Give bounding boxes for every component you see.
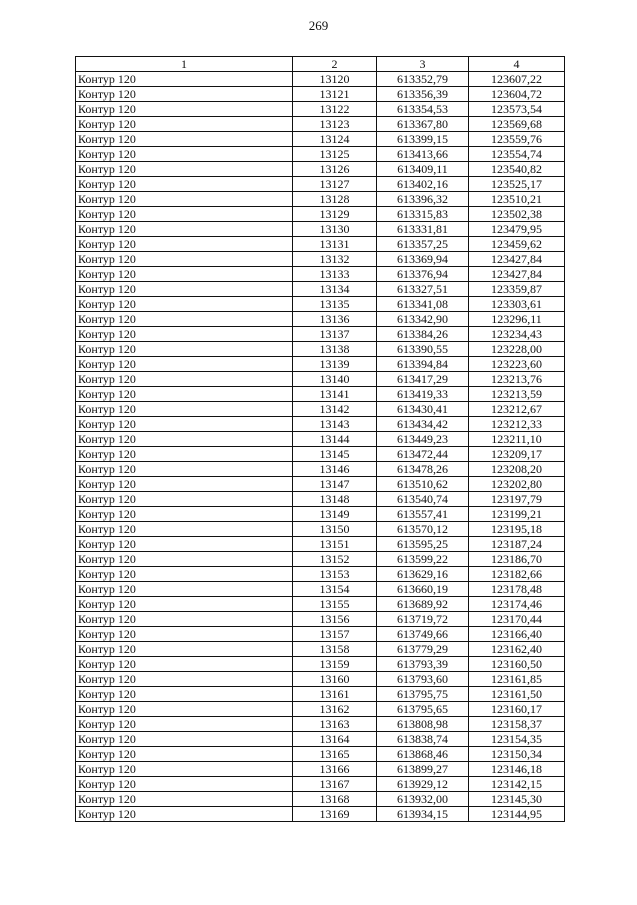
table-row [76,132,565,147]
contour-name-cell: Контур 120 [76,537,293,552]
point-number-cell: 13130 [293,222,377,237]
point-number-cell: 13158 [293,642,377,657]
contour-name-cell: Контур 120 [76,492,293,507]
coordinate-x-cell: 613934,15 [377,807,469,822]
contour-name-cell: Контур 120 [76,447,293,462]
coordinate-x-cell: 613449,23 [377,432,469,447]
coordinate-y-cell: 123209,17 [469,447,565,462]
point-number-cell: 13133 [293,267,377,282]
contour-name-cell: Контур 120 [76,612,293,627]
coordinate-x-cell: 613413,66 [377,147,469,162]
coordinate-x-cell: 613932,00 [377,792,469,807]
contour-name-cell: Контур 120 [76,237,293,252]
contour-name-cell: Контур 120 [76,807,293,822]
coordinate-y-cell: 123178,48 [469,582,565,597]
table-row [76,792,565,807]
contour-name-cell: Контур 120 [76,177,293,192]
point-number-cell: 13124 [293,132,377,147]
coordinate-x-cell: 613719,72 [377,612,469,627]
contour-name-cell: Контур 120 [76,162,293,177]
coordinate-x-cell: 613793,39 [377,657,469,672]
contour-name-cell: Контур 120 [76,477,293,492]
coordinate-x-cell: 613472,44 [377,447,469,462]
table-row [76,432,565,447]
contour-name-cell: Контур 120 [76,792,293,807]
coordinate-y-cell: 123154,35 [469,732,565,747]
coordinate-x-cell: 613838,74 [377,732,469,747]
coordinate-x-cell: 613367,80 [377,117,469,132]
coordinate-x-cell: 613749,66 [377,627,469,642]
point-number-cell: 13147 [293,477,377,492]
coordinate-x-cell: 613510,62 [377,477,469,492]
point-number-cell: 13131 [293,237,377,252]
coordinate-x-cell: 613384,26 [377,327,469,342]
contour-name-cell: Контур 120 [76,582,293,597]
contour-name-cell: Контур 120 [76,717,293,732]
contour-name-cell: Контур 120 [76,207,293,222]
table-row [76,567,565,582]
coordinate-x-cell: 613409,11 [377,162,469,177]
coordinate-x-cell: 613478,26 [377,462,469,477]
table-row [76,102,565,117]
point-number-cell: 13139 [293,357,377,372]
coordinate-x-cell: 613557,41 [377,507,469,522]
coordinate-y-cell: 123554,74 [469,147,565,162]
point-number-cell: 13126 [293,162,377,177]
coordinate-y-cell: 123166,40 [469,627,565,642]
table-row [76,312,565,327]
table-row [76,762,565,777]
coordinate-x-cell: 613795,65 [377,702,469,717]
table-row [76,492,565,507]
contour-name-cell: Контур 120 [76,732,293,747]
coordinate-x-cell: 613369,94 [377,252,469,267]
coordinate-x-cell: 613430,41 [377,402,469,417]
contour-name-cell: Контур 120 [76,567,293,582]
table-row [76,477,565,492]
table-row [76,267,565,282]
table-row [76,612,565,627]
table-row [76,327,565,342]
coordinate-y-cell: 123573,54 [469,102,565,117]
table-row [76,807,565,822]
table-row [76,702,565,717]
coordinate-y-cell: 123213,76 [469,372,565,387]
table-row [76,777,565,792]
contour-name-cell: Контур 120 [76,72,293,87]
coordinate-x-cell: 613808,98 [377,717,469,732]
coordinate-y-cell: 123223,60 [469,357,565,372]
point-number-cell: 13128 [293,192,377,207]
coordinate-x-cell: 613327,51 [377,282,469,297]
point-number-cell: 13134 [293,282,377,297]
table-row [76,462,565,477]
table-row [76,597,565,612]
table-row [76,582,565,597]
coordinate-y-cell: 123479,95 [469,222,565,237]
coordinate-y-cell: 123145,30 [469,792,565,807]
table-row [76,117,565,132]
coordinate-x-cell: 613399,15 [377,132,469,147]
point-number-cell: 13159 [293,657,377,672]
contour-name-cell: Контур 120 [76,147,293,162]
coordinate-x-cell: 613595,25 [377,537,469,552]
coordinate-y-cell: 123150,34 [469,747,565,762]
coordinate-y-cell: 123187,24 [469,537,565,552]
contour-name-cell: Контур 120 [76,507,293,522]
point-number-cell: 13169 [293,807,377,822]
coordinate-y-cell: 123174,46 [469,597,565,612]
coordinate-y-cell: 123427,84 [469,252,565,267]
table-row [76,177,565,192]
point-number-cell: 13149 [293,507,377,522]
coordinate-y-cell: 123182,66 [469,567,565,582]
point-number-cell: 13132 [293,252,377,267]
table-row [76,672,565,687]
coordinate-y-cell: 123161,85 [469,672,565,687]
column-header-3: 3 [377,57,469,72]
coordinate-y-cell: 123604,72 [469,87,565,102]
point-number-cell: 13150 [293,522,377,537]
contour-name-cell: Контур 120 [76,462,293,477]
coordinate-x-cell: 613357,25 [377,237,469,252]
contour-name-cell: Контур 120 [76,672,293,687]
coordinate-y-cell: 123525,17 [469,177,565,192]
point-number-cell: 13145 [293,447,377,462]
coordinate-y-cell: 123142,15 [469,777,565,792]
coordinate-y-cell: 123559,76 [469,132,565,147]
coordinate-x-cell: 613315,83 [377,207,469,222]
table-row [76,747,565,762]
contour-name-cell: Контур 120 [76,762,293,777]
table-row [76,282,565,297]
table-row [76,717,565,732]
coordinate-y-cell: 123234,43 [469,327,565,342]
point-number-cell: 13127 [293,177,377,192]
coordinate-x-cell: 613352,79 [377,72,469,87]
table-row [76,657,565,672]
column-header-2: 2 [293,57,377,72]
coordinate-y-cell: 123146,18 [469,762,565,777]
coordinate-y-cell: 123212,67 [469,402,565,417]
table-row [76,387,565,402]
table-body [76,72,565,822]
coordinates-table [75,56,565,822]
contour-name-cell: Контур 120 [76,342,293,357]
coordinate-x-cell: 613660,19 [377,582,469,597]
coordinate-x-cell: 613899,27 [377,762,469,777]
coordinate-y-cell: 123162,40 [469,642,565,657]
coordinate-y-cell: 123212,33 [469,417,565,432]
point-number-cell: 13122 [293,102,377,117]
table-row [76,507,565,522]
point-number-cell: 13160 [293,672,377,687]
coordinate-y-cell: 123427,84 [469,267,565,282]
point-number-cell: 13136 [293,312,377,327]
coordinate-x-cell: 613394,84 [377,357,469,372]
coordinate-y-cell: 123161,50 [469,687,565,702]
contour-name-cell: Контур 120 [76,417,293,432]
coordinate-x-cell: 613689,92 [377,597,469,612]
point-number-cell: 13137 [293,327,377,342]
contour-name-cell: Контур 120 [76,777,293,792]
point-number-cell: 13163 [293,717,377,732]
coordinate-y-cell: 123459,62 [469,237,565,252]
contour-name-cell: Контур 120 [76,402,293,417]
coordinate-x-cell: 613417,29 [377,372,469,387]
point-number-cell: 13168 [293,792,377,807]
coordinate-y-cell: 123359,87 [469,282,565,297]
point-number-cell: 13125 [293,147,377,162]
coordinate-y-cell: 123160,50 [469,657,565,672]
contour-name-cell: Контур 120 [76,267,293,282]
coordinate-x-cell: 613434,42 [377,417,469,432]
coordinate-x-cell: 613795,75 [377,687,469,702]
table-row [76,687,565,702]
coordinate-x-cell: 613570,12 [377,522,469,537]
contour-name-cell: Контур 120 [76,627,293,642]
coordinate-y-cell: 123540,82 [469,162,565,177]
contour-name-cell: Контур 120 [76,357,293,372]
coordinate-y-cell: 123607,22 [469,72,565,87]
point-number-cell: 13155 [293,597,377,612]
table-row [76,372,565,387]
point-number-cell: 13142 [293,402,377,417]
coordinate-x-cell: 613356,39 [377,87,469,102]
coordinate-x-cell: 613396,32 [377,192,469,207]
contour-name-cell: Контур 120 [76,642,293,657]
table-row [76,642,565,657]
point-number-cell: 13129 [293,207,377,222]
contour-name-cell: Контур 120 [76,702,293,717]
coordinate-x-cell: 613342,90 [377,312,469,327]
point-number-cell: 13153 [293,567,377,582]
point-number-cell: 13135 [293,297,377,312]
point-number-cell: 13148 [293,492,377,507]
coordinate-y-cell: 123502,38 [469,207,565,222]
coordinate-x-cell: 613376,94 [377,267,469,282]
contour-name-cell: Контур 120 [76,372,293,387]
column-header-4: 4 [469,57,565,72]
point-number-cell: 13161 [293,687,377,702]
coordinate-x-cell: 613599,22 [377,552,469,567]
contour-name-cell: Контур 120 [76,297,293,312]
contour-name-cell: Контур 120 [76,432,293,447]
coordinate-y-cell: 123510,21 [469,192,565,207]
table-row [76,72,565,87]
coordinate-x-cell: 613402,16 [377,177,469,192]
coordinate-y-cell: 123569,68 [469,117,565,132]
coordinate-x-cell: 613354,53 [377,102,469,117]
point-number-cell: 13162 [293,702,377,717]
table-row [76,342,565,357]
coordinate-y-cell: 123213,59 [469,387,565,402]
coordinate-x-cell: 613419,33 [377,387,469,402]
point-number-cell: 13166 [293,762,377,777]
point-number-cell: 13152 [293,552,377,567]
table-row [76,252,565,267]
coordinate-y-cell: 123208,20 [469,462,565,477]
coordinate-y-cell: 123211,10 [469,432,565,447]
table-row [76,222,565,237]
coordinate-x-cell: 613331,81 [377,222,469,237]
coordinate-x-cell: 613540,74 [377,492,469,507]
table-row [76,402,565,417]
point-number-cell: 13123 [293,117,377,132]
coordinate-y-cell: 123170,44 [469,612,565,627]
contour-name-cell: Контур 120 [76,132,293,147]
point-number-cell: 13121 [293,87,377,102]
point-number-cell: 13143 [293,417,377,432]
coordinate-y-cell: 123303,61 [469,297,565,312]
table-row [76,357,565,372]
point-number-cell: 13146 [293,462,377,477]
coordinate-x-cell: 613929,12 [377,777,469,792]
table-row [76,522,565,537]
point-number-cell: 13120 [293,72,377,87]
table-row [76,87,565,102]
coordinate-x-cell: 613779,29 [377,642,469,657]
table-row [76,162,565,177]
coordinate-y-cell: 123202,80 [469,477,565,492]
point-number-cell: 13165 [293,747,377,762]
point-number-cell: 13156 [293,612,377,627]
contour-name-cell: Контур 120 [76,87,293,102]
column-header-1: 1 [76,57,293,72]
table-row [76,447,565,462]
point-number-cell: 13154 [293,582,377,597]
contour-name-cell: Контур 120 [76,192,293,207]
coordinate-x-cell: 613341,08 [377,297,469,312]
contour-name-cell: Контур 120 [76,222,293,237]
point-number-cell: 13144 [293,432,377,447]
contour-name-cell: Контур 120 [76,522,293,537]
coordinate-x-cell: 613629,16 [377,567,469,582]
coordinate-y-cell: 123144,95 [469,807,565,822]
contour-name-cell: Контур 120 [76,282,293,297]
table-row [76,732,565,747]
contour-name-cell: Контур 120 [76,117,293,132]
contour-name-cell: Контур 120 [76,312,293,327]
point-number-cell: 13151 [293,537,377,552]
contour-name-cell: Контур 120 [76,657,293,672]
coordinate-x-cell: 613868,46 [377,747,469,762]
point-number-cell: 13141 [293,387,377,402]
contour-name-cell: Контур 120 [76,747,293,762]
point-number-cell: 13157 [293,627,377,642]
table-row [76,147,565,162]
coordinate-y-cell: 123186,70 [469,552,565,567]
coordinate-y-cell: 123228,00 [469,342,565,357]
contour-name-cell: Контур 120 [76,552,293,567]
coordinate-x-cell: 613390,55 [377,342,469,357]
coordinate-y-cell: 123195,18 [469,522,565,537]
table-row [76,537,565,552]
contour-name-cell: Контур 120 [76,387,293,402]
contour-name-cell: Контур 120 [76,687,293,702]
table-row [76,237,565,252]
table-row [76,417,565,432]
table-row [76,192,565,207]
contour-name-cell: Контур 120 [76,327,293,342]
table-row [76,627,565,642]
page-number: 269 [308,18,329,33]
contour-name-cell: Контур 120 [76,252,293,267]
contour-name-cell: Контур 120 [76,597,293,612]
point-number-cell: 13140 [293,372,377,387]
table-row [76,207,565,222]
point-number-cell: 13138 [293,342,377,357]
table-row [76,552,565,567]
coordinate-y-cell: 123199,21 [469,507,565,522]
contour-name-cell: Контур 120 [76,102,293,117]
coordinate-x-cell: 613793,60 [377,672,469,687]
coordinate-y-cell: 123296,11 [469,312,565,327]
coordinate-y-cell: 123158,37 [469,717,565,732]
coordinate-y-cell: 123160,17 [469,702,565,717]
coordinate-y-cell: 123197,79 [469,492,565,507]
table-header-row [76,57,565,72]
point-number-cell: 13164 [293,732,377,747]
table-row [76,297,565,312]
point-number-cell: 13167 [293,777,377,792]
